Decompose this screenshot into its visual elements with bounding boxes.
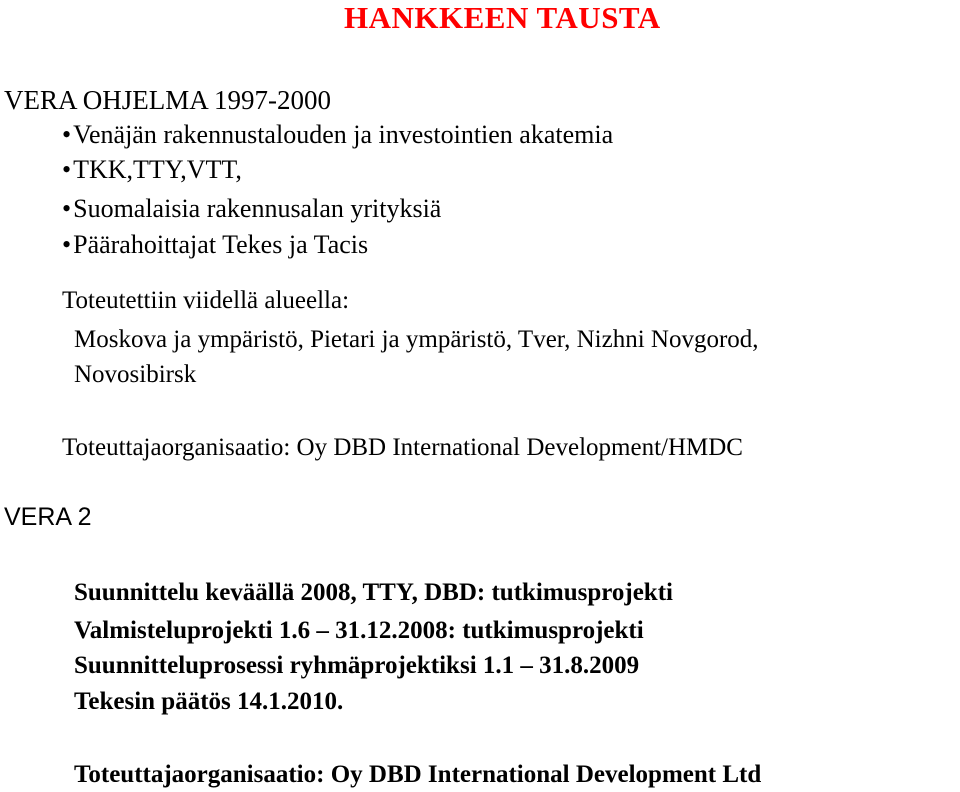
vera1-heading: VERA OHJELMA 1997-2000	[4, 85, 332, 115]
vera1-organisation: Toteuttajaorganisaatio: Oy DBD International Development/HMDC	[62, 434, 743, 461]
areas-line-1: Moskova ja ympäristö, Pietari ja ympäristö, Tver, Nizhni Novgorod,	[74, 326, 759, 353]
vera2-line-1: Suunnittelu keväällä 2008, TTY, DBD: tutkimusprojekti	[74, 579, 673, 606]
bullet-icon: •	[62, 120, 72, 149]
bullet-text: Suomalaisia rakennusalan yrityksiä	[73, 194, 442, 223]
vera2-organisation: Toteuttajaorganisaatio: Oy DBD International Development Ltd	[74, 761, 762, 788]
areas-line-2: Novosibirsk	[74, 361, 197, 388]
vera2-line-3: Suunnitteluprosessi ryhmäprojektiksi 1.1 – 31.8.2009	[74, 652, 640, 679]
bullet-text: TKK,TTY,VTT,	[73, 155, 242, 184]
bullet-text: Venäjän rakennustalouden ja investointien akatemia	[73, 120, 614, 149]
areas-intro: Toteutettiin viidellä alueella:	[62, 287, 350, 314]
vera2-line-2: Valmisteluprojekti 1.6 – 31.12.2008: tutkimusprojekti	[74, 617, 644, 644]
bullet-text: Päärahoittajat Tekes ja Tacis	[73, 230, 369, 259]
bullet-icon: •	[62, 230, 72, 259]
vera1-bullet-4	[62, 232, 368, 258]
page-title: HANKKEEN TAUSTA	[344, 0, 661, 35]
bullet-icon: •	[62, 155, 72, 184]
vera1-bullet-2	[62, 157, 242, 183]
bullet-icon: •	[62, 194, 72, 223]
vera2-line-4: Tekesin päätös 14.1.2010.	[74, 688, 344, 715]
vera1-bullet-3	[62, 196, 441, 222]
vera1-bullet-1	[62, 122, 613, 148]
vera2-heading: VERA 2	[4, 503, 92, 531]
